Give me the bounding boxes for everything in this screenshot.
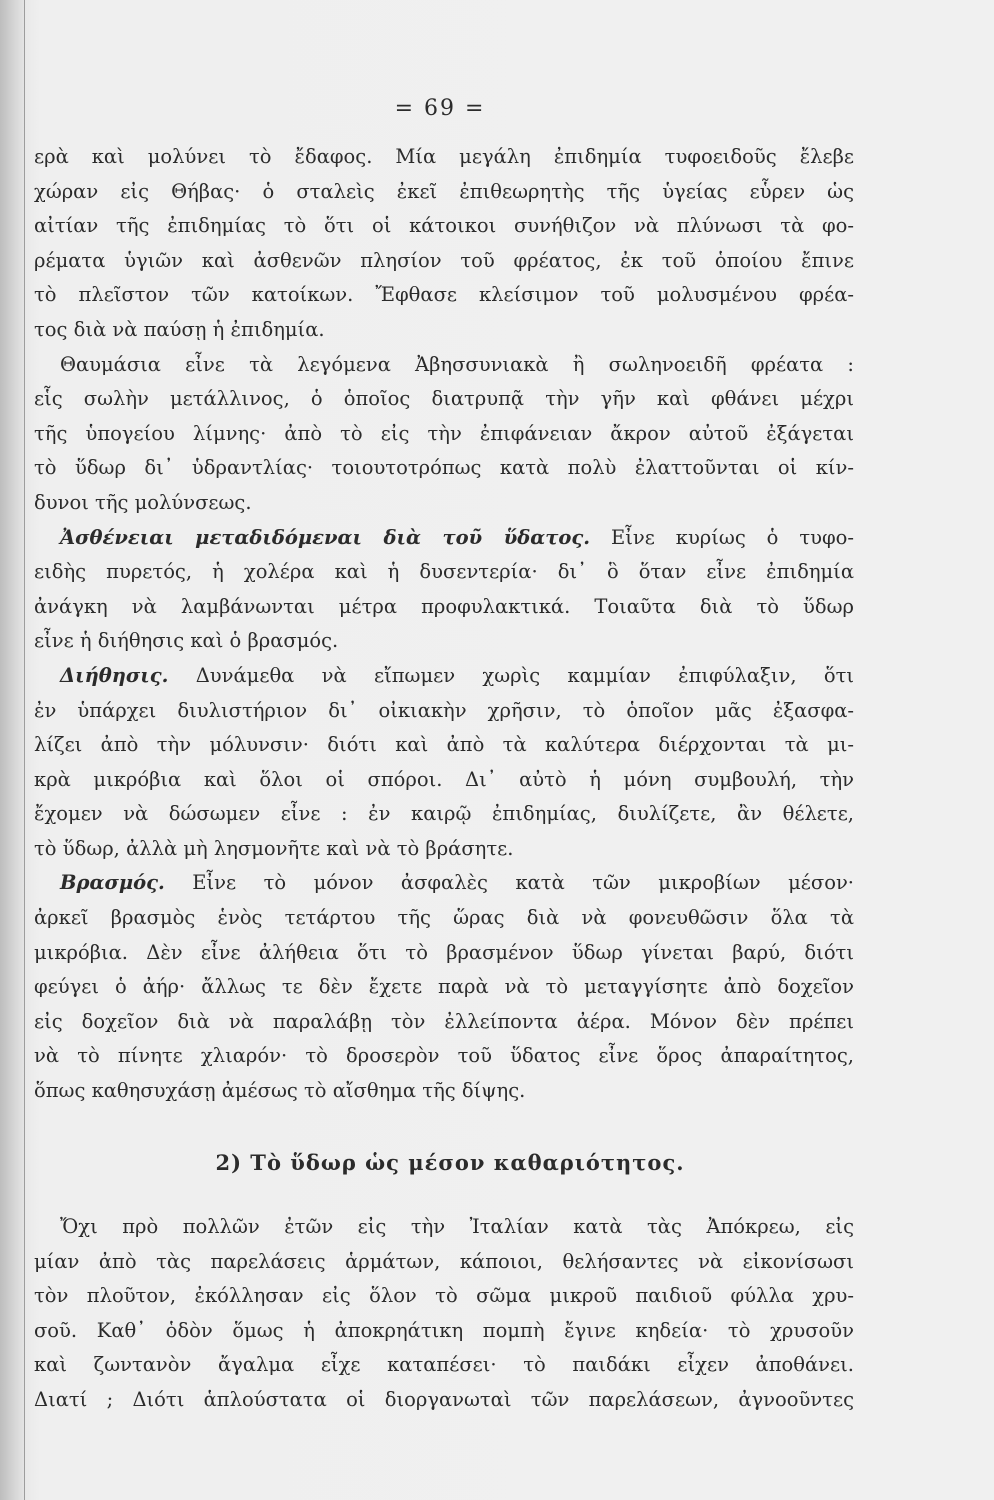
line-text: νὰ τὸ πίνητε χλιαρόν· τὸ δροσερὸν τοῦ ὕδατος εἶνε ὅρος ἀπαραίτητος, xyxy=(34,1044,854,1068)
line-text: χώραν εἰς Θήβας· ὁ σταλεὶς ἐκεῖ ἐπιθεωρητὴς τῆς ὑγείας εὗρεν ὡς xyxy=(34,179,854,203)
text-line xyxy=(34,866,854,901)
text-line xyxy=(34,1348,854,1383)
text-line xyxy=(34,555,854,590)
paragraph-heading: Διήθησις. xyxy=(60,663,169,687)
text-line xyxy=(34,521,854,556)
text-line xyxy=(34,451,854,486)
text-line xyxy=(34,936,854,971)
text-line xyxy=(34,140,854,175)
line-text: ειδὴς πυρετός, ἡ χολέρα καὶ ἡ δυσεντερία· δι᾽ ὃ ὅταν εἶνε ἐπιδημία xyxy=(34,560,854,584)
text-line xyxy=(34,209,854,244)
body-text xyxy=(34,140,854,1109)
paragraph-heading: Ἀσθένειαι μεταδιδόμεναι διὰ τοῦ ὕδατος. xyxy=(60,525,591,549)
line-text: ἐν ὑπάρχει διυλιστήριον δι᾽ οἰκιακὴν χρῆσιν, τὸ ὁποῖον μᾶς ἐξασφα- xyxy=(34,698,854,722)
text-line xyxy=(34,659,854,694)
line-text: λίζει ἀπὸ τὴν μόλυνσιν· διότι καὶ ἀπὸ τὰ καλύτερα διέρχονται τὰ μι- xyxy=(34,733,854,757)
line-text: ἀνάγκη νὰ λαμβάνωνται μέτρα προφυλακτικά. Τοιαῦτα διὰ τὸ ὕδωρ xyxy=(34,594,854,618)
text-line xyxy=(34,970,854,1005)
text-line xyxy=(34,1314,854,1349)
line-text: ἀρκεῖ βρασμὸς ἑνὸς τετάρτου τῆς ὥρας διὰ νὰ φονευθῶσιν ὅλα τὰ xyxy=(34,906,854,930)
text-line xyxy=(34,728,854,763)
text-line xyxy=(34,382,854,417)
line-text: μίαν ἀπὸ τὰς παρελάσεις ἁρμάτων, κάποιοι, θελήσαντες νὰ εἰκονίσωσι xyxy=(34,1249,854,1273)
text-line xyxy=(34,901,854,936)
line-text: Ὄχι πρὸ πολλῶν ἐτῶν εἰς τὴν Ἰταλίαν κατὰ τὰς Ἀπόκρεω, εἰς xyxy=(60,1215,854,1238)
line-text: ερὰ καὶ μολύνει τὸ ἔδαφος. Μία μεγάλη ἐπιδημία τυφοειδοῦς ἔλεβε xyxy=(34,145,854,168)
text-line xyxy=(34,832,854,867)
line-text: κρὰ μικρόβια καὶ ὅλοι οἱ σπόροι. Δι᾽ αὐτὸ ἡ μόνη συμβουλή, τὴν xyxy=(34,767,854,791)
text-line xyxy=(34,1074,854,1109)
line-text: Δυνάμεθα νὰ εἴπωμεν χωρὶς καμμίαν ἐπιφύλαξιν, ὅτι xyxy=(168,663,854,687)
text-line xyxy=(34,763,854,798)
section-text xyxy=(34,1210,854,1418)
text-line xyxy=(34,1245,854,1280)
line-text: τὸν πλοῦτον, ἐκόλλησαν εἰς ὅλον τὸ σῶμα μικροῦ παιδιοῦ φύλλα χρυ- xyxy=(34,1284,854,1308)
line-text: τὸ ὕδωρ δι᾽ ὑδραντλίας· τοιουτοτρόπως κατὰ πολὺ ἐλαττοῦνται οἱ κίν- xyxy=(34,456,854,480)
text-line xyxy=(34,1383,854,1418)
line-text: σοῦ. Καθ᾽ ὁδὸν ὅμως ἡ ἀποκρηάτικη πομπὴ ἔγινε κηδεία· τὸ χρυσοῦν xyxy=(34,1318,854,1342)
line-text: Διατί ; Διότι ἁπλούστατα οἱ διοργανωταὶ τῶν παρελάσεων, ἀγνοοῦντες xyxy=(34,1387,854,1411)
binding-gutter xyxy=(0,0,25,1500)
line-text: εἶνε ἡ διήθησις καὶ ὁ βρασμός. xyxy=(34,629,339,653)
line-text: δυνοι τῆς μολύνσεως. xyxy=(34,490,252,514)
line-text: Εἶνε τὸ μόνον ἀσφαλὲς κατὰ τῶν μικροβίων μέσον· xyxy=(164,871,854,895)
text-line xyxy=(34,1005,854,1040)
line-text: ὅπως καθησυχάσῃ ἀμέσως τὸ αἴσθημα τῆς δίψης. xyxy=(34,1079,526,1103)
text-line xyxy=(34,590,854,625)
line-text: τῆς ὑπογείου λίμνης· ἀπὸ τὸ εἰς τὴν ἐπιφάνειαν ἄκρον αὐτοῦ ἐξάγεται xyxy=(34,421,854,445)
text-line xyxy=(34,175,854,210)
text-line xyxy=(34,1039,854,1074)
text-line xyxy=(34,278,854,313)
text-line xyxy=(34,417,854,452)
text-line xyxy=(34,486,854,521)
section-heading: 2) Τὸ ὕδωρ ὡς μέσον καθαριότητος. xyxy=(215,1150,685,1175)
paragraph-heading: Βρασμός. xyxy=(60,871,165,895)
text-line xyxy=(34,1279,854,1314)
line-text: εἰς δοχεῖον διὰ νὰ παραλάβῃ τὸν ἐλλείποντα ἀέρα. Μόνον δὲν πρέπει xyxy=(34,1009,854,1033)
line-text: τος διὰ νὰ παύσῃ ἡ ἐπιδημία. xyxy=(34,317,325,341)
line-text: Θαυμάσια εἶνε τὰ λεγόμενα Ἀβησσυνιακὰ ἢ σωληνοειδῆ φρέατα : xyxy=(60,352,854,376)
text-line xyxy=(34,797,854,832)
line-text: τὸ πλεῖστον τῶν κατοίκων. Ἔφθασε κλείσιμον τοῦ μολυσμένου φρέα- xyxy=(34,283,854,307)
line-text: μικρόβια. Δὲν εἶνε ἀλήθεια ὅτι τὸ βρασμένον ὕδωρ γίνεται βαρύ, διότι xyxy=(34,940,854,964)
text-line xyxy=(34,694,854,729)
text-line xyxy=(34,313,854,348)
page-number: = 69 = xyxy=(394,96,486,121)
line-text: τὸ ὕδωρ, ἀλλὰ μὴ λησμονῆτε καὶ νὰ τὸ βράσητε. xyxy=(34,836,514,860)
text-line xyxy=(34,624,854,659)
line-text: ρέματα ὑγιῶν καὶ ἀσθενῶν πλησίον τοῦ φρέατος, ἐκ τοῦ ὁποίου ἔπινε xyxy=(34,248,854,272)
line-text: φεύγει ὁ ἀήρ· ἄλλως τε δὲν ἔχετε παρὰ νὰ τὸ μεταγγίσητε ἀπὸ δοχεῖον xyxy=(34,975,854,999)
text-line xyxy=(34,1210,854,1245)
text-line xyxy=(34,348,854,383)
text-line xyxy=(34,244,854,279)
line-text: ἔχομεν νὰ δώσωμεν εἶνε : ἐν καιρῷ ἐπιδημίας, διυλίζετε, ἂν θέλετε, xyxy=(34,802,854,826)
line-text: Εἶνε κυρίως ὁ τυφο- xyxy=(590,525,854,549)
line-text: αἰτίαν τῆς ἐπιδημίας τὸ ὅτι οἱ κάτοικοι συνήθιζον νὰ πλύνωσι τὰ φο- xyxy=(34,214,854,238)
line-text: καὶ ζωντανὸν ἄγαλμα εἶχε καταπέσει· τὸ παιδάκι εἶχεν ἀποθάνει. xyxy=(34,1353,854,1377)
line-text: εἷς σωλὴν μετάλλινος, ὁ ὁποῖος διατρυπᾷ τὴν γῆν καὶ φθάνει μέχρι xyxy=(34,387,854,411)
